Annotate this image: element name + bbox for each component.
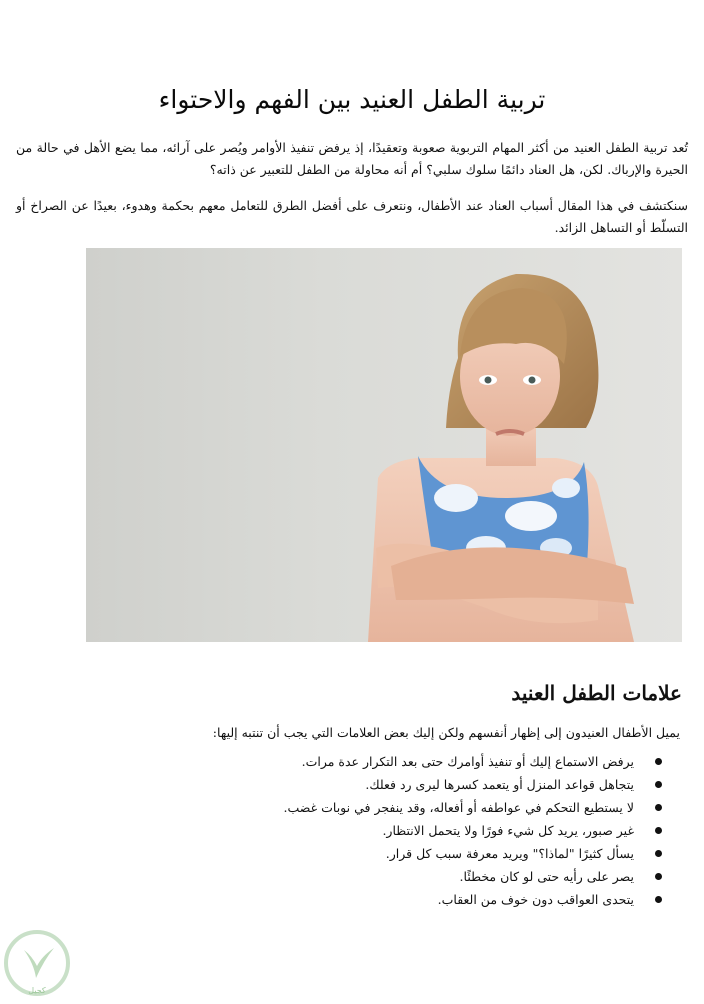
bullet-icon: [655, 827, 662, 834]
intro-paragraph: تُعد تربية الطفل العنيد من أكثر المهام التربوية صعوبة وتعقيدًا، إذ يرفض تنفيذ الأوامر ويُصر على آرائه، مما يضع الأهل في حالة من الحيرة والإرباك. لكن، هل العناد دائمًا سلوك سلبي؟ أم أنه محاولة من الطفل للتعبير عن ذاته؟: [16, 139, 688, 177]
stubborn-child-photo: [86, 248, 682, 642]
bullet-icon: [655, 850, 662, 857]
logo-text: كجيل: [28, 986, 46, 995]
list-item-text: يصر على رأيه حتى لو كان مخطئًا.: [459, 869, 634, 884]
list-item: [284, 842, 662, 865]
list-item: [284, 773, 662, 796]
site-logo: [2, 930, 72, 1000]
bullet-icon: [655, 804, 662, 811]
list-item-text: غير صبور، يريد كل شيء فورًا ولا يتحمل الانتظار.: [382, 823, 634, 838]
bullet-icon: [655, 896, 662, 903]
list-item: [284, 796, 662, 819]
list-item: [284, 888, 662, 911]
bullet-icon: [655, 873, 662, 880]
list-item-text: يرفض الاستماع إليك أو تنفيذ أوامرك حتى بعد التكرار عدة مرات.: [301, 754, 634, 769]
overview-paragraph: سنكتشف في هذا المقال أسباب العناد عند الأطفال، ونتعرف على أفضل الطرق للتعامل معهم بحكمة وهدوء، بعيدًا عن الصراخ أو التسلّط أو التساهل الزائد.: [16, 197, 688, 235]
list-item-text: لا يستطيع التحكم في عواطفه أو أفعاله، وقد ينفجر في نوبات غضب.: [283, 800, 634, 815]
section-intro: يميل الأطفال العنيدون إلى إظهار أنفسهم ولكن إليك بعض العلامات التي يجب أن تنتبه إليها:: [212, 724, 680, 740]
list-item-text: يتجاهل قواعد المنزل أو يتعمد كسرها ليرى رد فعلك.: [365, 777, 634, 792]
signs-list: [284, 750, 662, 911]
bullet-icon: [655, 758, 662, 765]
bullet-icon: [655, 781, 662, 788]
section-heading: علامات الطفل العنيد: [511, 680, 682, 705]
list-item: [284, 865, 662, 888]
list-item-text: يتحدى العواقب دون خوف من العقاب.: [437, 892, 634, 907]
list-item-text: يسأل كثيرًا "لماذا؟" ويريد معرفة سبب كل قرار.: [385, 846, 634, 861]
child-illustration: [86, 248, 682, 642]
list-item: [284, 819, 662, 842]
list-item: [284, 750, 662, 773]
logo-icon: [2, 930, 72, 1000]
page-title: تربية الطفل العنيد بين الفهم والاحتواء: [158, 84, 546, 114]
